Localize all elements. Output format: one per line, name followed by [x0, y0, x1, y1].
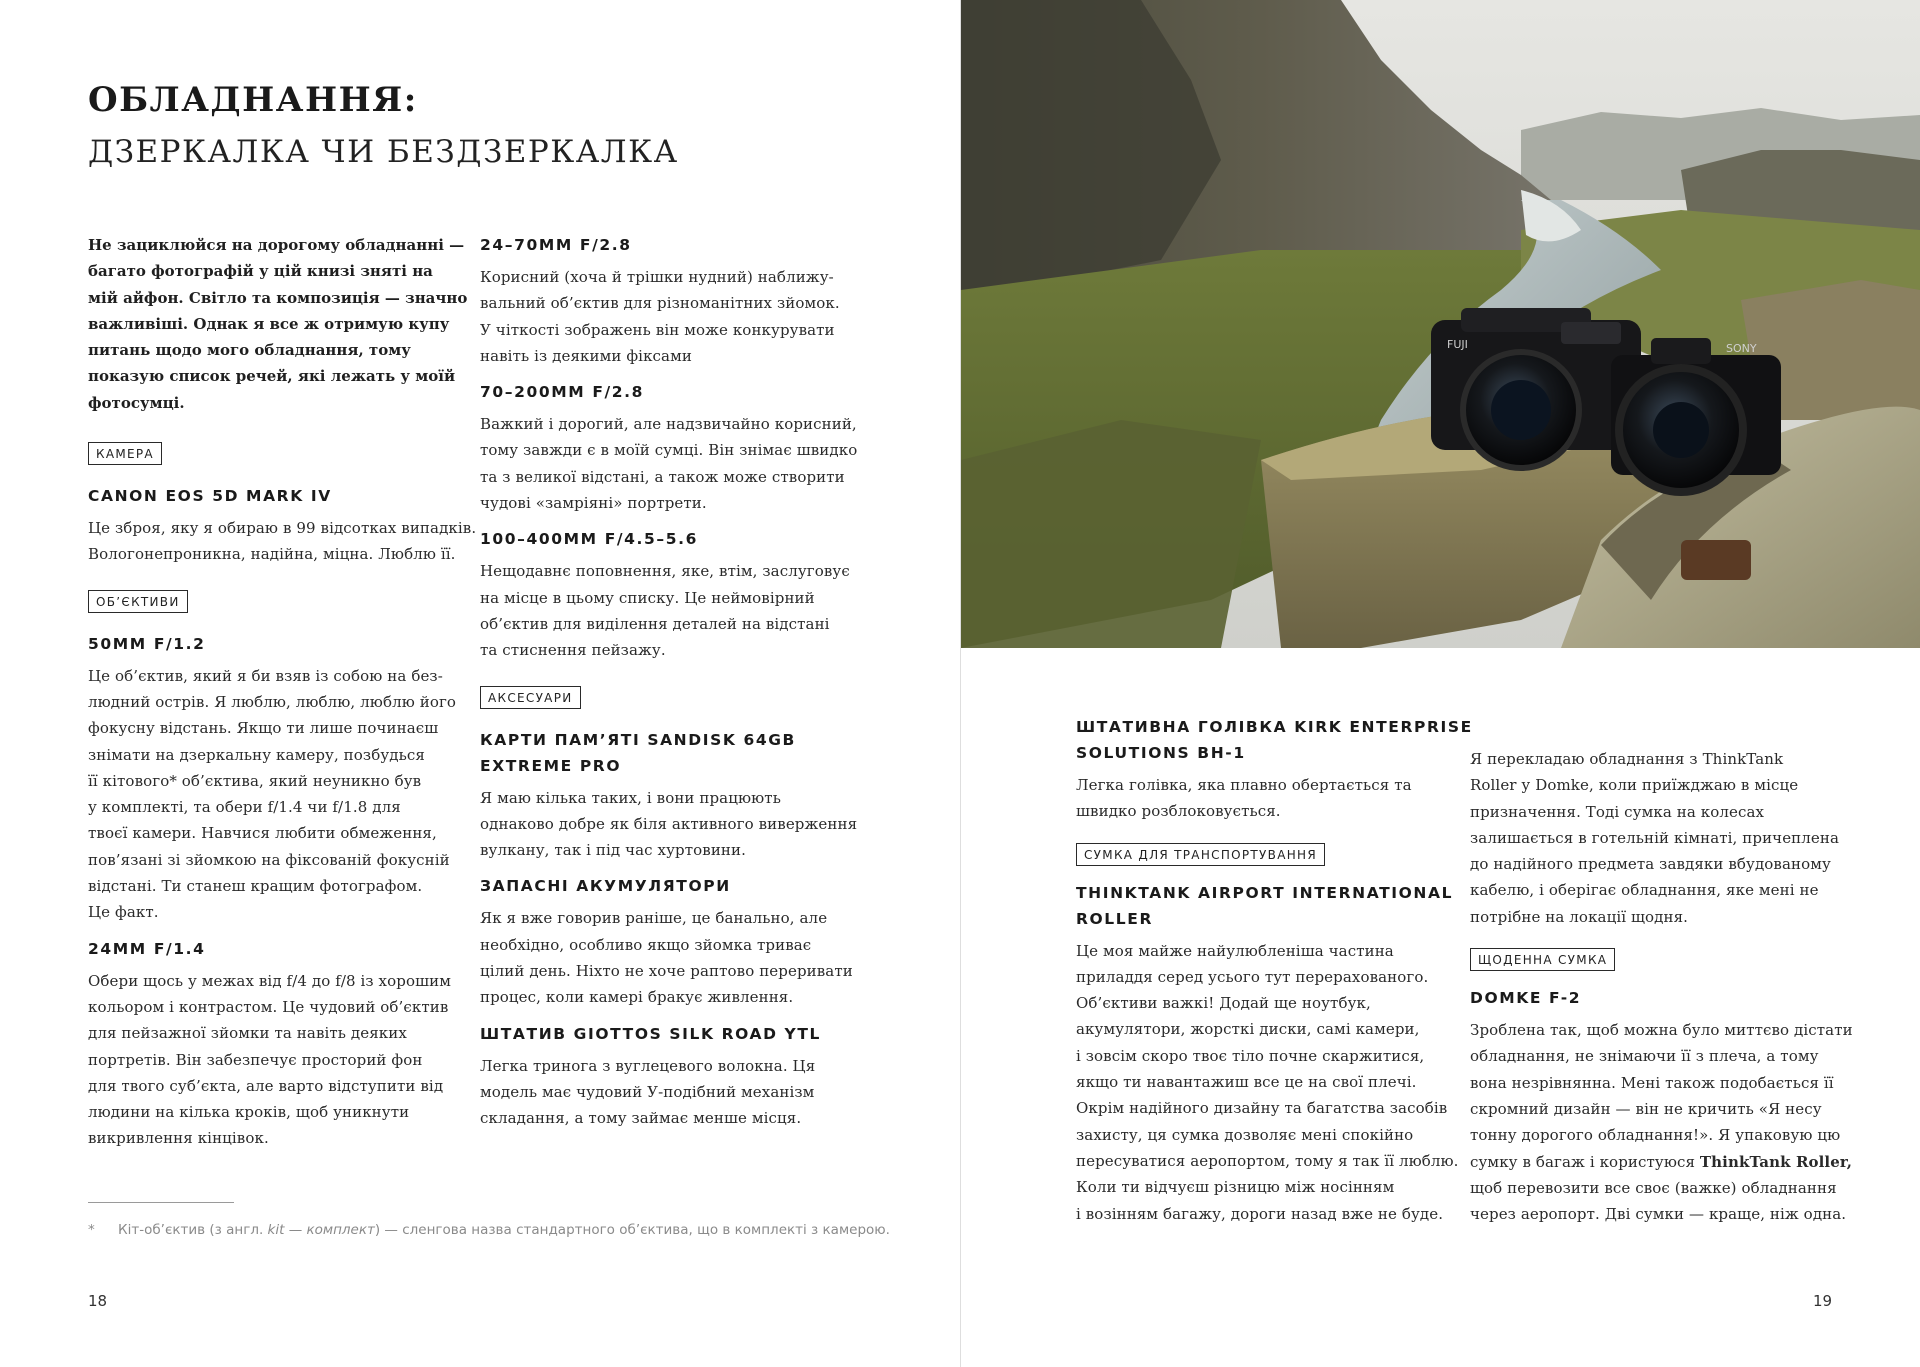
fuji-top-plate: [1561, 322, 1621, 344]
tripod-head-heading: ШТАТИВНА ГОЛІВКА KIRK ENTERPRISE SOLUTIONS BH-1: [1076, 718, 1473, 762]
batteries-description: Як я вже говорив раніше, це банально, але необхідно, особливо якщо зйомка триває цілий день. Ніхто не хоче раптово переривати процес, коли камері бракує живлення.: [480, 909, 853, 1007]
lens-2470-description: Корисний (хоча й трішки нудний) наближу- вальний об’єктив для різноманітних зйомок. У чіткості зображень він може конкурувати навіть із деякими фіксами: [480, 268, 840, 365]
tripod-head-description: Легка голівка, яка плавно обертається та швидко розблоковується.: [1076, 776, 1412, 821]
sony-viewfinder: [1651, 338, 1711, 364]
lens-100400-heading: 100–400MM F/4.5–5.6: [480, 530, 699, 549]
tripod-description: Легка тринога з вуглецевого волокна. Ця модель має чудовий У-подібний механізм складання, а тому займає менше місця.: [480, 1056, 816, 1128]
domke-description: Зроблена так, щоб можна було миттєво дістати обладнання, не знімаючи її з плеча, а тому вона незрівнянна. Мені також подобається її скромний дизайн — він не кричить «Я несу тонну дорогого обладнання!». Я упаковую цю сумку в багаж і користуюся ThinkTank Roller, щоб перевозити все своє (важке) обладнання через аеропорт. Дві сумки — краще, ніж одна.: [1470, 1021, 1853, 1224]
lens-2470-heading: 24–70MM F/2.8: [480, 236, 632, 254]
sony-lens-inner: [1653, 402, 1709, 458]
fuji-lens-inner: [1491, 380, 1551, 440]
right-column-2: [1470, 746, 1853, 1227]
page-title: ОБЛАДНАННЯ:: [88, 80, 418, 120]
page-subtitle: ДЗЕРКАЛКА ЧИ БЕЗДЗЕРКАЛКА: [88, 134, 679, 170]
roller-heading: THINKTANK AIRPORT INTERNATIONAL ROLLER: [1076, 883, 1454, 928]
lens-70200-heading: 70–200MM F/2.8: [480, 383, 645, 402]
right-column-1: [1076, 714, 1473, 1227]
batteries-heading: ЗАПАСНІ АКУМУЛЯТОРИ: [480, 877, 731, 896]
fuji-brand-label: FUJI: [1447, 338, 1468, 351]
lens-24-heading: 24MM F/1.4: [88, 939, 206, 958]
foreground-left-grass: [961, 420, 1261, 648]
left-column-1: [88, 232, 477, 1152]
memory-cards-description: Я маю кілька таких, і вони працюють однаково добре як біля активного виверження вулкану, так і під час хуртовини.: [480, 788, 858, 860]
lens-70200-description: Важкий і дорогий, але надзвичайно корисний, тому завжди є в моїй сумці. Він знімає швидко та з великої відстані, а також може створити чудові «замріяні» портрети.: [480, 415, 858, 513]
transfer-paragraph: Я перекладаю обладнання з ThinkTank Roller у Domke, коли приїжджаю в місце призначення. Тоді сумка на колесах залишається в готельній кімнаті, причеплена до надійного предмета завдяки вбудованому кабелю, і оберігає обладнання, яке мені не потрібне на локації щодня.: [1470, 750, 1840, 926]
bag-strap: [1681, 540, 1751, 580]
tripod-heading: ШТАТИВ GIOTTOS SILK ROAD YTL: [480, 1024, 822, 1043]
category-label-daily-bag: ЩОДЕННА СУМКА: [1470, 948, 1615, 971]
memory-cards-heading: КАРТИ ПАМ’ЯТІ SANDISK 64GB EXTREME PRO: [480, 730, 796, 775]
category-label-accessories: АКСЕСУАРИ: [480, 686, 581, 709]
lens-24-description: Обери щось у межах від f/4 до f/8 із хорошим кольором і контрастом. Це чудовий об’єктив для пейзажної зйомки та навіть деяких портретів. Він забезпечує просторий фон для твого суб’єкта, але варто відступити від людини на кілька кроків, щоб уникнути викривлення кінцівок.: [88, 971, 451, 1148]
camera-heading: CANON EOS 5D MARK IV: [88, 487, 332, 506]
sony-brand-label: SONY: [1726, 342, 1757, 355]
category-label-camera: КАМЕРА: [88, 442, 162, 465]
lens-100400-description: Нещодавнє поповнення, яке, втім, заслуговує на місце в цьому списку. Це неймовірний об’єктив для виділення деталей на відстані та стиснення пейзажу.: [480, 562, 850, 660]
footnote: * Кіт-об’єктив (з англ. kit — комплект) — сленгова назва стандартного об’єктива, що в комплекті з камерою.: [88, 1222, 890, 1238]
lens-50-heading: 50MM F/1.2: [88, 634, 206, 653]
landscape-camera-photo: [961, 0, 1920, 648]
page-number-left: 18: [88, 1292, 108, 1310]
intro-paragraph: Не зациклюйся на дорогому обладнанні — багато фотографій у цій книзі зняті на мій айфон. Світло та композиція — значно важливіші. Однак я все ж отримую купу питань щодо мого обладнання, тому показую список речей, які лежать у моїй фотосумці.: [88, 236, 468, 412]
roller-description: Це моя майже найулюбленіша частина приладдя серед усього тут перерахованого. Об’єктиви важкі! Додай ще ноутбук, акумулятори, жорсткі диски, самі камери, і зовсім скоро твоє тіло почне скаржитися, якщо ти навантажиш все це на свої плечі. Окрім надійного дизайну та багатства засобів захисту, ця сумка дозволяє мені спокійно пересуватися аеропортом, тому я так її люблю. Коли ти відчуєш різницю між носінням і возінням багажу, дороги назад вже не буде.: [1076, 941, 1459, 1223]
category-label-transport-bag: СУМКА ДЛЯ ТРАНСПОРТУВАННЯ: [1076, 843, 1325, 866]
left-column-2: [480, 232, 858, 1132]
domke-heading: DOMKE F-2: [1470, 989, 1582, 1008]
page-number-right: 19: [1813, 1292, 1833, 1310]
lens-50-description: Це об’єктив, який я би взяв із собою на без- людний острів. Я люблю, люблю, люблю його фокусну відстань. Якщо ти лише починаєш знімати на дзеркальну камеру, позбудься її кітового* об’єктива, який неуникно був у комплекті, та обери f/1.4 чи f/1.8 для твоєї камери. Навчися любити обмеження, пов’язані зі зйомкою на фіксованій фокусній відстані. Ти станеш кращим фотографом. Це факт.: [88, 666, 457, 922]
category-label-lenses: ОБ’ЄКТИВИ: [88, 590, 188, 613]
footnote-divider: [88, 1202, 234, 1203]
camera-description: Це зброя, яку я обираю в 99 відсотках випадків. Вологонепроникна, надійна, міцна. Люблю її.: [88, 519, 477, 564]
